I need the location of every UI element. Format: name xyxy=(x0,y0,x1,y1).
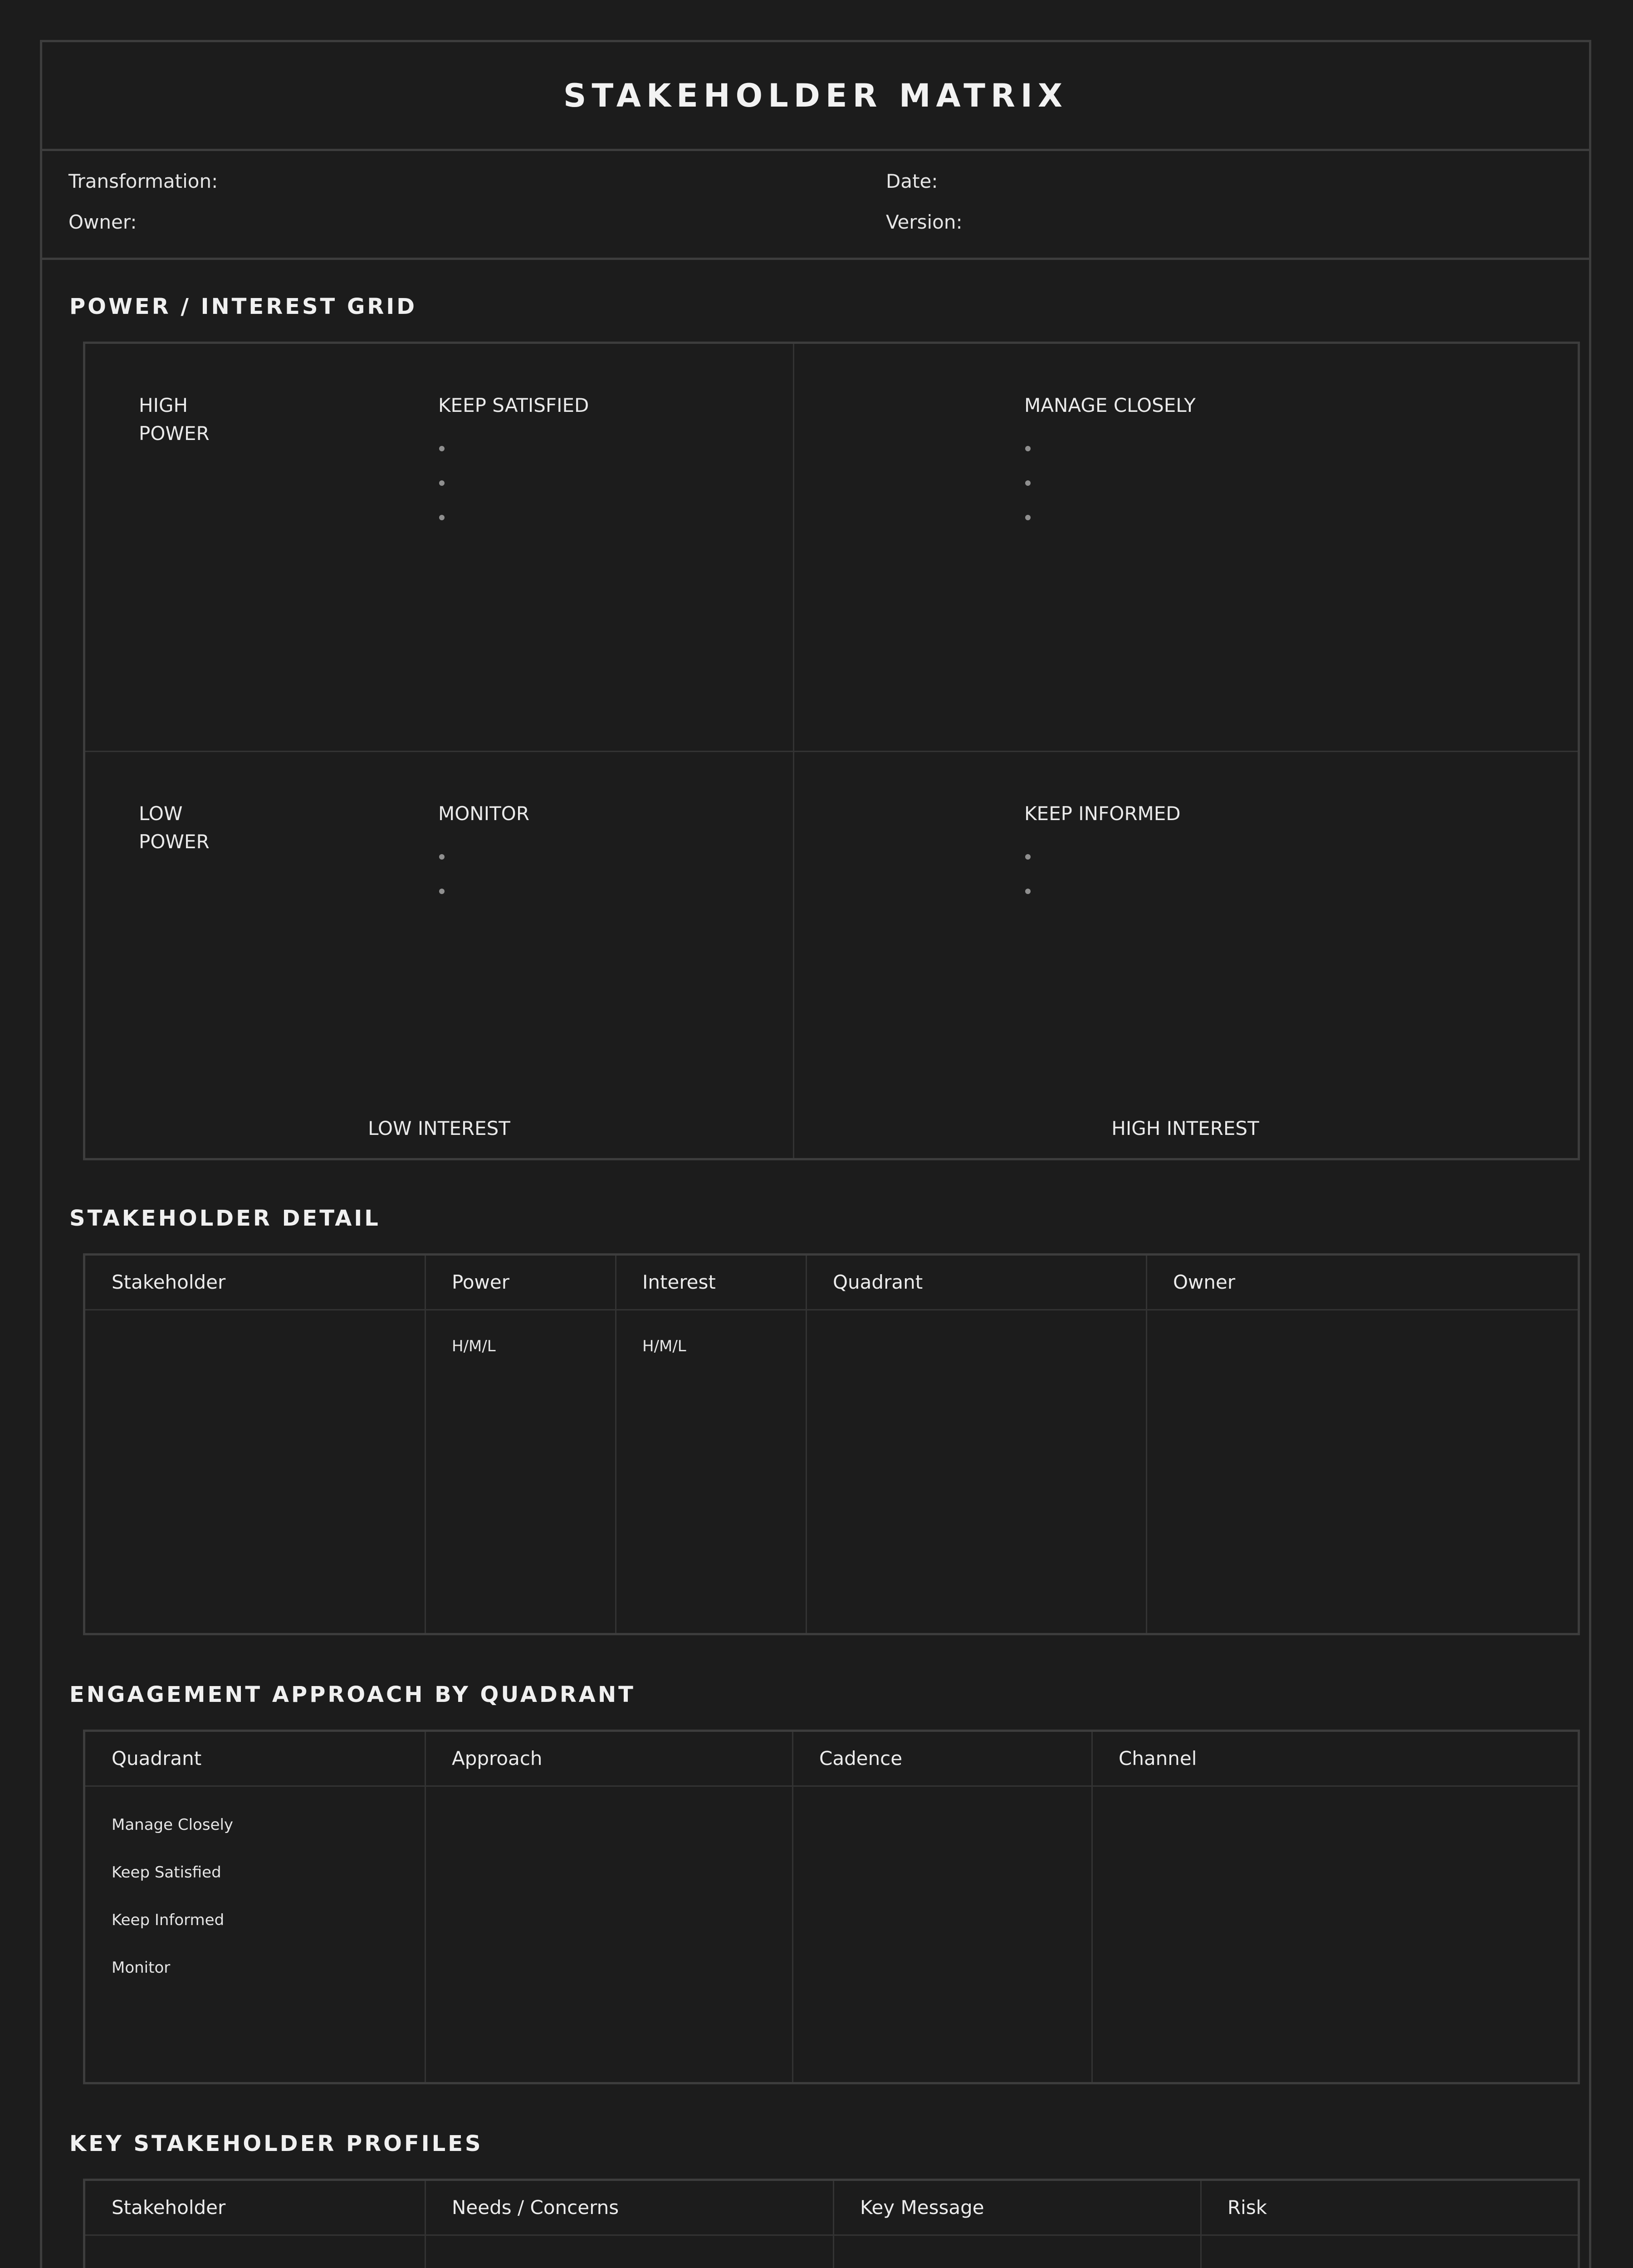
quadrant-row-keep-informed: Keep Informed xyxy=(112,1911,225,1929)
profiles-table xyxy=(83,2179,1580,2268)
page-title: STAKEHOLDER MATRIX xyxy=(563,77,1068,114)
col-divider xyxy=(806,1256,807,1633)
bullet xyxy=(1025,889,1031,894)
header-divider xyxy=(85,1309,1578,1310)
col-divider xyxy=(425,2181,426,2268)
column-header: Owner xyxy=(1173,1271,1236,1293)
meta-section xyxy=(42,151,1589,260)
col-divider xyxy=(425,1732,426,2082)
col-divider xyxy=(1146,1256,1147,1633)
engagement-heading: ENGAGEMENT APPROACH BY QUADRANT xyxy=(69,1682,636,1707)
stakeholder-detail-table xyxy=(83,1253,1580,1635)
high-power-label: HIGH POWER xyxy=(139,394,210,445)
high-interest-axis-label: HIGH INTEREST xyxy=(1111,1117,1259,1139)
interest-hint[interactable]: H/M/L xyxy=(642,1337,686,1355)
quadrant-row-keep-satisfied: Keep Satisfied xyxy=(112,1863,221,1882)
column-header: Cadence xyxy=(819,1747,903,1769)
profiles-heading: KEY STAKEHOLDER PROFILES xyxy=(69,2131,483,2156)
monitor-label: MONITOR xyxy=(438,802,529,825)
transformation-field[interactable]: Transformation: xyxy=(68,170,218,192)
bullet xyxy=(439,515,445,520)
keep-informed-bullets[interactable] xyxy=(1025,841,1031,923)
power-hint[interactable]: H/M/L xyxy=(452,1337,496,1355)
grid-heading: POWER / INTEREST GRID xyxy=(69,294,417,319)
low-power-label: LOW POWER xyxy=(139,802,210,853)
col-divider xyxy=(792,1732,793,2082)
bullet xyxy=(439,446,445,451)
bullet xyxy=(1025,854,1031,860)
bullet xyxy=(439,854,445,860)
quadrant-row-manage-closely: Manage Closely xyxy=(112,1816,234,1834)
power-interest-grid xyxy=(83,342,1580,1160)
detail-heading: STAKEHOLDER DETAIL xyxy=(69,1206,381,1231)
keep-satisfied-bullets[interactable] xyxy=(439,432,445,549)
engagement-table xyxy=(83,1730,1580,2084)
header-divider xyxy=(85,2234,1578,2236)
keep-informed-label: KEEP INFORMED xyxy=(1024,802,1181,825)
bullet xyxy=(439,480,445,486)
bullet xyxy=(1025,446,1031,451)
column-header: Stakeholder xyxy=(112,2196,226,2219)
column-header: Needs / Concerns xyxy=(452,2196,619,2219)
col-divider xyxy=(1091,1732,1093,2082)
header-divider xyxy=(85,1785,1578,1787)
date-field[interactable]: Date: xyxy=(886,170,938,192)
bullet xyxy=(439,889,445,894)
column-header: Quadrant xyxy=(112,1747,202,1769)
keep-satisfied-label: KEEP SATISFIED xyxy=(438,394,589,416)
grid-horizontal-divider xyxy=(85,751,1578,752)
column-header: Power xyxy=(452,1271,509,1293)
quadrant-row-monitor: Monitor xyxy=(112,1959,171,1977)
document-frame xyxy=(40,40,1591,2268)
column-header: Risk xyxy=(1227,2196,1267,2219)
col-divider xyxy=(425,1256,426,1633)
version-field[interactable]: Version: xyxy=(886,211,963,233)
low-interest-axis-label: LOW INTEREST xyxy=(368,1117,510,1139)
col-divider xyxy=(833,2181,834,2268)
column-header: Key Message xyxy=(860,2196,984,2219)
col-divider xyxy=(615,1256,616,1633)
owner-field[interactable]: Owner: xyxy=(68,211,137,233)
monitor-bullets[interactable] xyxy=(439,841,445,923)
col-divider xyxy=(1200,2181,1202,2268)
column-header: Channel xyxy=(1119,1747,1197,1769)
bullet xyxy=(1025,480,1031,486)
manage-closely-label: MANAGE CLOSELY xyxy=(1024,394,1196,416)
column-header: Approach xyxy=(452,1747,543,1769)
column-header: Interest xyxy=(642,1271,716,1293)
column-header: Stakeholder xyxy=(112,1271,226,1293)
bullet xyxy=(1025,515,1031,520)
column-header: Quadrant xyxy=(833,1271,923,1293)
manage-closely-bullets[interactable] xyxy=(1025,432,1031,549)
title-bar xyxy=(42,42,1589,151)
